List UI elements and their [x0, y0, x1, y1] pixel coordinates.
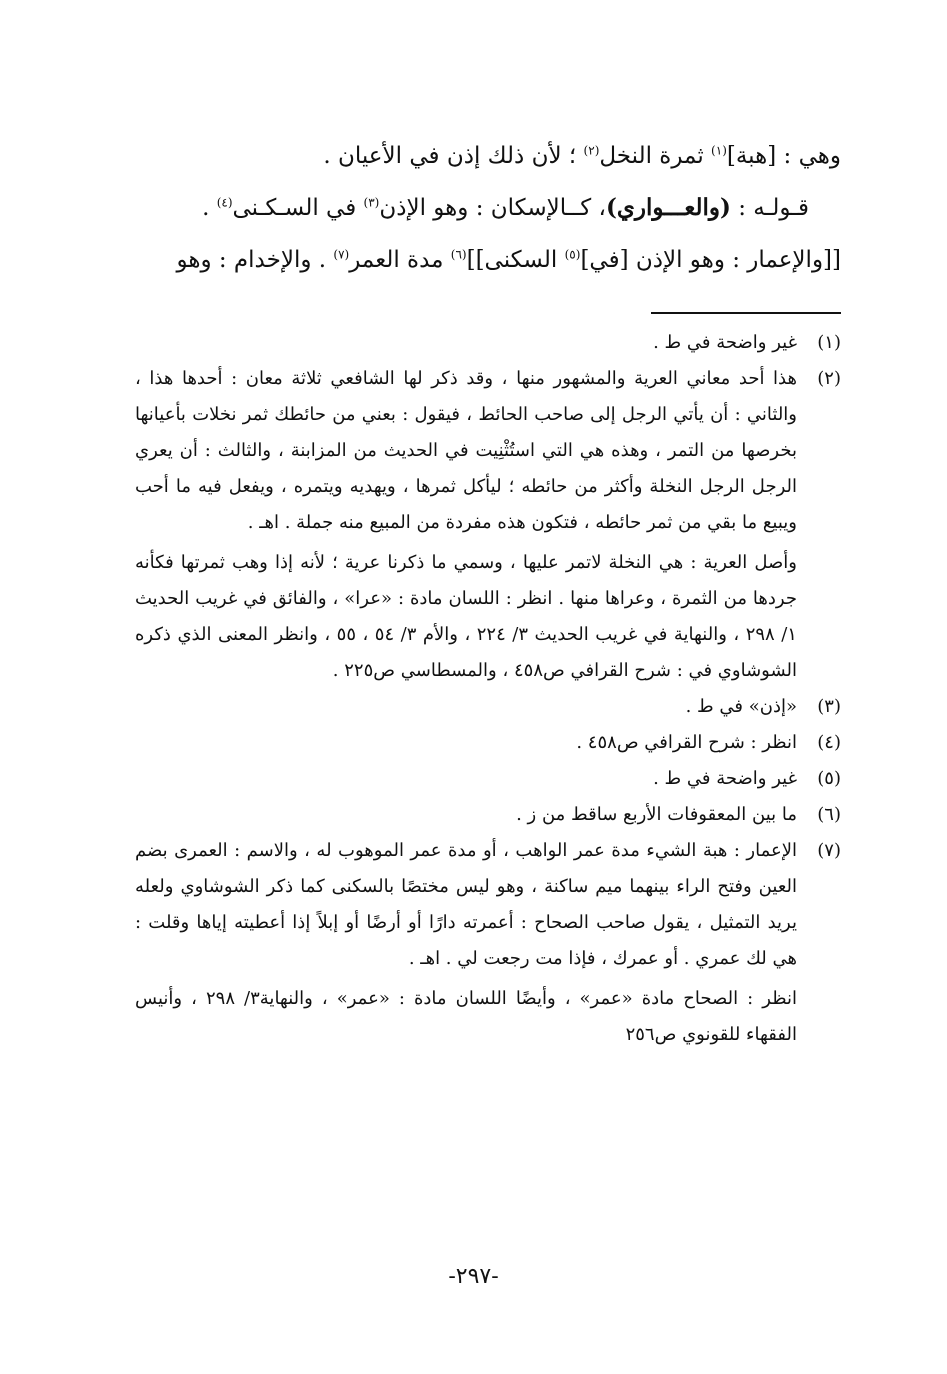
main-line-2-term: (والعـــواري)	[605, 194, 731, 221]
footnote-text: الإعمار : هبة الشيء مدة عمر الواهب ، أو مدة عمر الموهوب له ، والاسم : العمرى بضم العين وفتح الراء بينهما ميم ساكنة ، وهو ليس مختصًا بالسكنى كما ذكر الشوشاوي ولعله يريد التمثيل ، يقول صاحب الصحاح : أعمرته دارًا أو أرضًا أو إبلاً إذا أعطيته إياها وقلت : هي لك عمري . أو عمرك ، فإذا مت رجعت لي . اهـ .	[135, 840, 797, 969]
footnote	[135, 833, 841, 1053]
main-line-1: وهي : [هبة]$^{(١)}$ ثمرة النخل$^{(٢)}$ ؛ لأن ذلك إذن في الأعيان .	[323, 143, 841, 169]
page-number: -٢٩٧-	[448, 1264, 499, 1289]
main-line-3: [[والإعمار : وهو الإذن [في]$^{(٥)}$ السكنى]]$^{(٦)}$ مدة العمر$^{(٧)}$ . والإخدام : وهو	[176, 247, 841, 273]
footnote-number: (٤)	[817, 732, 841, 753]
footnote-text: ما بين المعقوفات الأربع ساقط من ز .	[516, 804, 797, 825]
main-line-2-rest: ، كــالإسكان : وهو الإذن$^{(٣)}$ في السـكـنى$^{(٤)}$ .	[202, 195, 606, 221]
footnote-marker[interactable]: (٤)	[216, 195, 233, 210]
footnote-number: (٢)	[817, 368, 841, 389]
footnote-separator	[651, 312, 841, 314]
footnote	[135, 689, 841, 725]
footnote-marker[interactable]: (٧)	[333, 247, 350, 262]
footnote-marker[interactable]: (٢)	[583, 143, 600, 158]
main-line-2-prefix: قـولـه :	[730, 195, 809, 221]
footnote-text: «إذن» في ط .	[685, 696, 797, 717]
footnote-marker[interactable]: (١)	[711, 143, 727, 158]
main-line-2	[133, 182, 841, 234]
footnote-marker[interactable]: (٥)	[564, 247, 581, 262]
footnote-text: انظر : الصحاح مادة «عمر» ، وأيضًا اللسان مادة : «عمر» ، والنهاية٣/ ٢٩٨ ، وأنيس الفقهاء للقونوي ص٢٥٦	[135, 988, 797, 1045]
main-text	[133, 130, 841, 286]
footnote-text: وأصل العرية : هي النخلة لاتمر عليها ، وسمي ما ذكرنا عرية ؛ لأنه إذا وهب ثمرتها فكأنه جردها من الثمرة ، وعراها منها . انظر : اللسان مادة : «عرا» ، والفائق في غريب الحديث ١/ ٢٩٨ ، والنهاية في غريب الحديث ٣/ ٢٢٤ ، والأم ٣/ ٥٤ ، ٥٥ ، وانظر المعنى الذي ذكره الشوشاوي في : شرح القرافي ص٤٥٨ ، والمسطاسي ص٢٢٥ .	[135, 552, 797, 681]
footnote-number: (٣)	[817, 696, 841, 717]
footnote	[135, 361, 841, 689]
footnote-number: (٥)	[817, 768, 841, 789]
footnote-number: (٦)	[817, 804, 841, 825]
footnote	[135, 325, 841, 361]
footnote-text: غير واضحة في ط .	[653, 768, 797, 789]
footnote-text: هذا أحد معاني العرية والمشهور منها ، وقد ذكر لها الشافعي ثلاثة معان : أحدها هذا ، والثاني : أن يأتي الرجل إلى صاحب الحائط ، فيقول : بعني من حائطك ثمر نخلات بأعيانها بخرصها من التمر ، وهذه هي التي استُثْنِيت في الحديث من المزابنة ، والثالث : أن يعري الرجل الرجل النخلة وأكثر من حائطه ؛ ليأكل ثمرها ، ويهديه ويتمره ، ويفعل فيه ما أحب ويبيع ما بقي من ثمر حائطه ، فتكون هذه مفردة من المبيع منه جملة . اهـ .	[135, 368, 797, 533]
footnote-text: انظر : شرح القرافي ص٤٥٨ .	[576, 732, 797, 753]
footnote-marker[interactable]: (٣)	[363, 195, 380, 210]
footnotes	[135, 325, 841, 1053]
footnote-number: (٧)	[817, 840, 841, 861]
footnote-text: غير واضحة في ط .	[653, 332, 797, 353]
footnote-number: (١)	[817, 332, 841, 353]
footnote	[135, 797, 841, 833]
footnote	[135, 761, 841, 797]
footnote-marker[interactable]: (٦)	[450, 247, 467, 262]
footnote	[135, 725, 841, 761]
